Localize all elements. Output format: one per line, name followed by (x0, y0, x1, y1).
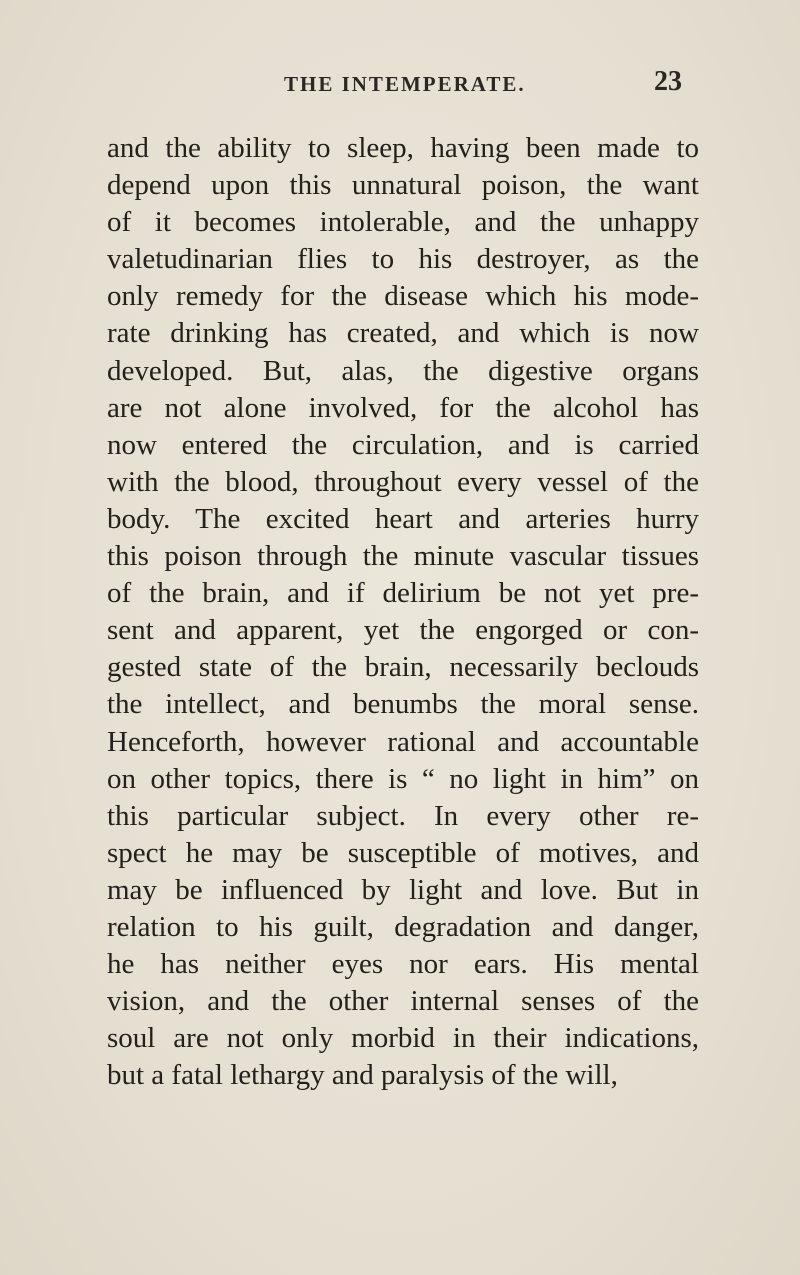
text-line: soul are not only morbid in their indications, (107, 1022, 699, 1055)
text-line: developed. But, alas, the digestive organs (107, 354, 699, 387)
body-text (107, 130, 699, 1094)
text-line: Henceforth, however rational and accountable (107, 725, 699, 758)
page-header (98, 66, 690, 106)
text-line: depend upon this unnatural poison, the want (107, 169, 699, 202)
running-head: THE INTEMPERATE. (284, 72, 526, 96)
text-line: are not alone involved, for the alcohol has (107, 391, 699, 424)
text-line: this poison through the minute vascular tissues (107, 540, 699, 573)
text-line: and the ability to sleep, having been made to (107, 132, 699, 164)
text-line: spect he may be susceptible of motives, and (107, 836, 699, 869)
text-line: but a fatal lethargy and paralysis of the will, (107, 1059, 618, 1092)
text-line: valetudinarian flies to his destroyer, as the (107, 243, 699, 276)
text-line: may be influenced by light and love. But in (107, 873, 699, 906)
text-line: gested state of the brain, necessarily beclouds (107, 651, 699, 684)
text-line: on other topics, there is “ no light in him” on (107, 762, 699, 795)
text-line: he has neither eyes nor ears. His mental (107, 948, 699, 981)
text-line: with the blood, throughout every vessel of the (107, 465, 699, 498)
text-line: rate drinking has created, and which is now (107, 317, 699, 350)
text-line: now entered the circulation, and is carried (107, 428, 699, 461)
page-number: 23 (654, 66, 682, 97)
text-line: this particular subject. In every other re- (107, 799, 699, 832)
text-line: relation to his guilt, degradation and danger, (107, 910, 699, 943)
text-line: of it becomes intolerable, and the unhappy (107, 206, 699, 239)
text-line: the intellect, and benumbs the moral sense. (107, 688, 699, 721)
text-line: of the brain, and if delirium be not yet pre- (107, 577, 699, 610)
text-line: sent and apparent, yet the engorged or con- (107, 614, 699, 647)
text-line: body. The excited heart and arteries hurry (107, 502, 699, 535)
text-line: only remedy for the disease which his mode- (107, 280, 699, 313)
text-line: vision, and the other internal senses of the (107, 985, 699, 1018)
